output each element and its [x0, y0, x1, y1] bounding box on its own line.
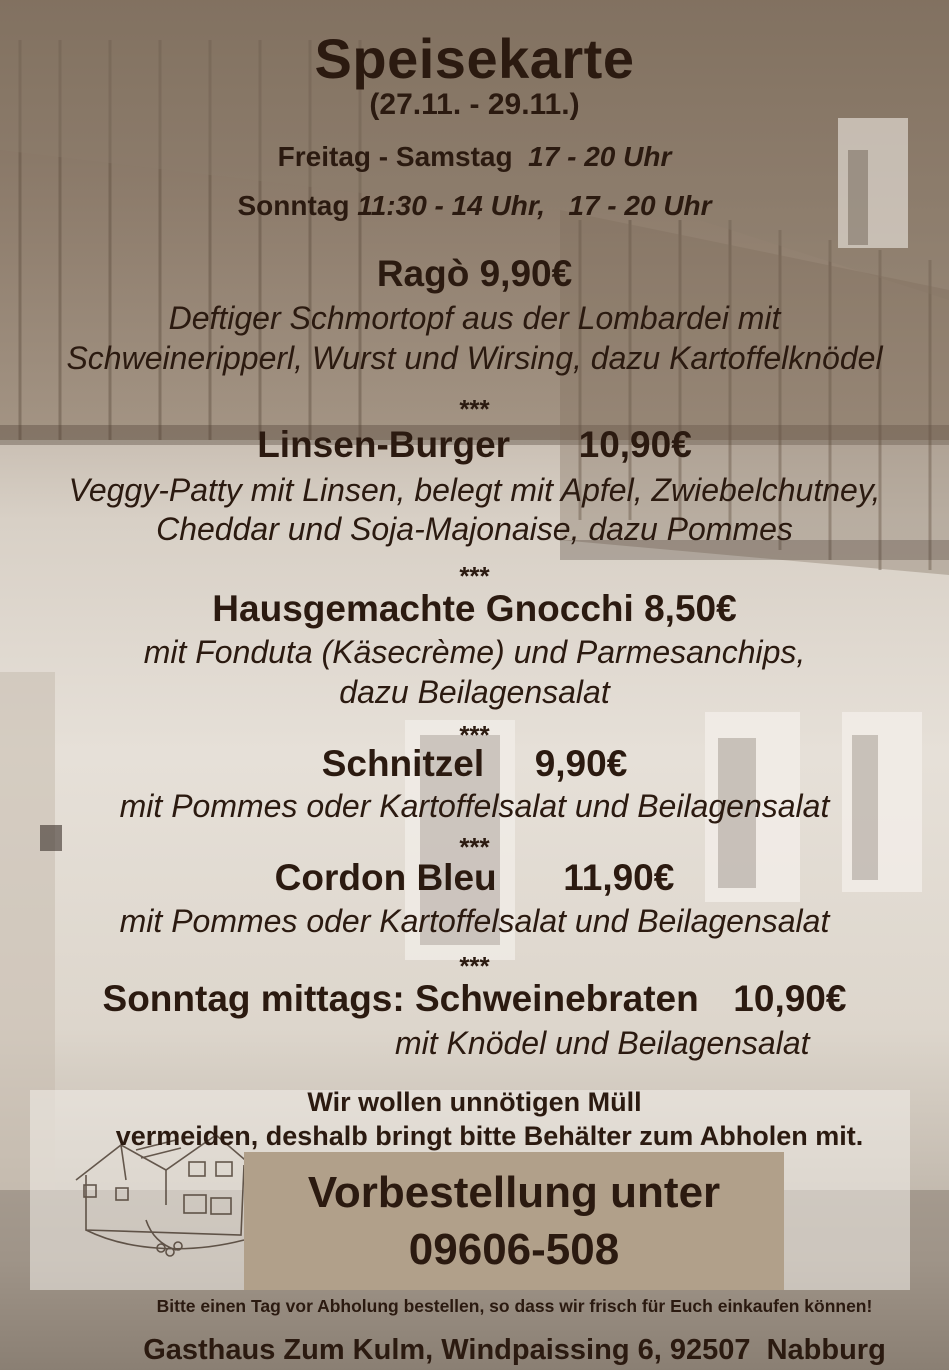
dish-name: Sonntag mittags: Schweinebraten — [102, 978, 699, 1019]
dish-description: mit Fonduta (Käsecrème) und Parmesanchips, — [143, 634, 806, 670]
separator: *** — [459, 394, 490, 424]
dish-title — [0, 253, 949, 295]
hours-days: Sonntag — [237, 190, 350, 221]
dish-title — [0, 978, 949, 1020]
separator: *** — [459, 951, 490, 981]
order-note: Bitte einen Tag vor Abholung bestellen, so dass wir frisch für Euch einkaufen können! — [156, 1296, 873, 1316]
dish-description: Deftiger Schmortopf aus der Lombardei mit — [168, 300, 781, 336]
dish-description: mit Pommes oder Kartoffelsalat und Beilagensalat — [119, 788, 830, 824]
dish-description: dazu Beilagensalat — [339, 674, 610, 710]
dish-name: Hausgemachte Gnocchi — [212, 588, 634, 629]
opening-hours-sunday — [0, 190, 949, 222]
dish-description: Schweineripperl, Wurst und Wirsing, dazu Kartoffelknödel — [66, 340, 883, 376]
phone-number[interactable]: 09606-508 — [408, 1225, 620, 1274]
preorder-text — [244, 1164, 784, 1278]
dish-price: 8,50€ — [644, 588, 737, 629]
dish-price: 10,90€ — [733, 978, 847, 1019]
menu-dates: (27.11. - 29.11.) — [369, 88, 580, 121]
dish-title — [0, 424, 949, 466]
opening-hours-fri-sat — [0, 141, 949, 173]
dish-price: 9,90€ — [534, 743, 628, 784]
waste-notice — [0, 1085, 949, 1153]
notice-line: Wir wollen unnötigen Müll — [307, 1087, 642, 1117]
dish-name: Schnitzel — [321, 743, 485, 784]
dish-name: Ragò — [376, 253, 470, 294]
hours-days: Freitag - Samstag — [277, 141, 513, 172]
dish-name: Cordon Bleu — [274, 857, 497, 898]
dish-description: mit Pommes oder Kartoffelsalat und Beilagensalat — [119, 903, 830, 939]
dish-description: Veggy-Patty mit Linsen, belegt mit Apfel, Zwiebelchutney, — [68, 472, 881, 508]
notice-line: vermeiden, deshalb bringt bitte Behälter zum Abholen mit. — [115, 1121, 864, 1151]
menu-title: Speisekarte — [314, 27, 635, 90]
address-footer: Gasthaus Zum Kulm, Windpaissing 6, 92507 Nabburg — [143, 1334, 886, 1366]
dish-name: Linsen-Burger — [257, 424, 511, 465]
separator: *** — [459, 561, 490, 591]
dish-title — [0, 743, 949, 785]
dish-title — [0, 857, 949, 899]
dish-description: Cheddar und Soja-Majonaise, dazu Pommes — [156, 511, 793, 547]
dish-title — [0, 588, 949, 630]
separator: *** — [459, 720, 490, 750]
separator: *** — [459, 832, 490, 862]
dish-price: 10,90€ — [578, 424, 692, 465]
hours-times: 17 - 20 Uhr — [528, 141, 672, 172]
preorder-label: Vorbestellung unter — [307, 1168, 721, 1217]
dish-price: 9,90€ — [479, 253, 573, 294]
dish-description: mit Knödel und Beilagensalat — [395, 1025, 810, 1061]
dish-price: 11,90€ — [563, 857, 675, 898]
hours-times: 11:30 - 14 Uhr, 17 - 20 Uhr — [357, 190, 712, 221]
